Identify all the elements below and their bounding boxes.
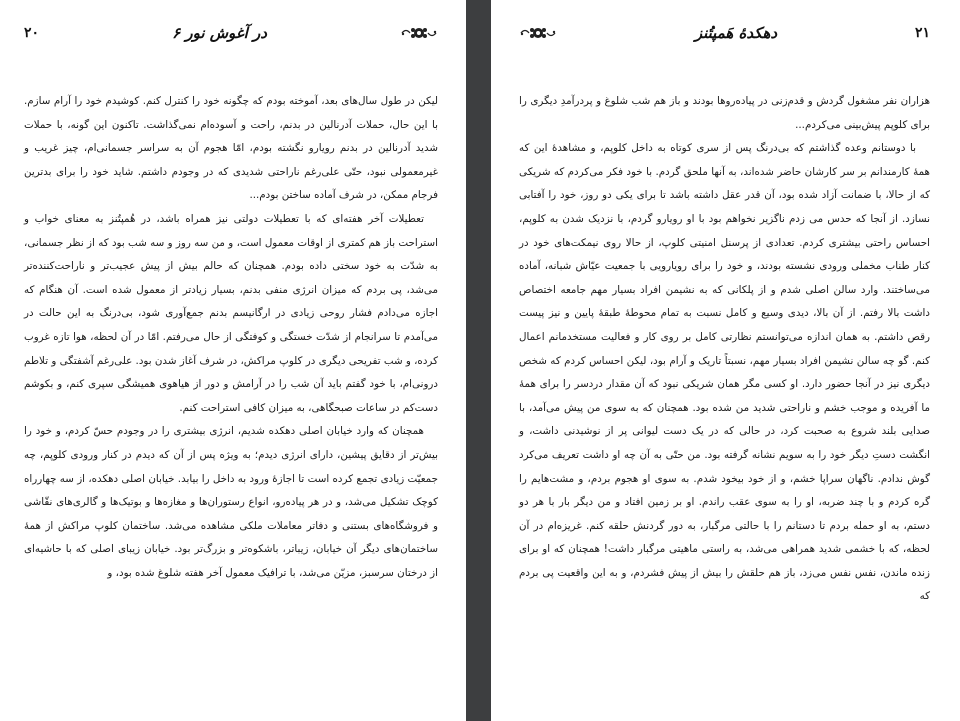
left-page-body (24, 90, 438, 585)
right-page-body (519, 90, 930, 609)
running-title: دهکدهٔ هَمپتُنز (694, 24, 778, 42)
running-title: در آغوش نور ۶ (172, 24, 267, 42)
ornament-icon (400, 26, 438, 40)
page-number: ۲۰ (24, 25, 40, 41)
page-number: ۲۱ (914, 25, 930, 41)
right-page-header (519, 18, 930, 48)
paragraph: هزاران نفر مشغول گردش و قدم‌زنی در پیاده‌روها بودند و باز هم شب شلوغ و پردرآمدِ دیگری را برای کلوپم پیش‌بینی می‌کردم... (519, 95, 930, 131)
book-gutter (466, 0, 491, 721)
right-page (491, 0, 960, 721)
paragraph: همچنان که وارد خیابان اصلی دهکده شدیم، انرژی بیشتری را در وجودم حسّ کردم، و خود را بیش‌تر از دقایق پیشین، دارای انرژی دیدم؛ به ویژه پس از آن که دیدم در کنار ورودی کلوپم، چه جمعیّت زیادی تجمع کرده است تا اجازهٔ ورود به داخل را بیابد. خیابان اصلی دهکده، از سه چهارراه کوچک تشکیل می‌شد، و در هر پیاده‌رو، انواع رستوران‌ها و مغازه‌ها و بوتیک‌ها و گالری‌های نقّاشی و فروشگاه‌های بستنی و دفاتر معاملات ملکی مشاهده می‌شد. ساختمان کلوپ مراکش از همهٔ ساختمان‌های دیگر آن خیابان، زیباتر، باشکوه‌تر و بزرگ‌تر بود. خیابان زیبای اصلی که با حاشیه‌ای از درختان سرسبز، مزیّن می‌شد، با ترافیک معمول آخر هفته شلوغ شده بود، و (24, 425, 438, 579)
ornament-icon (519, 26, 557, 40)
left-page (0, 0, 466, 721)
paragraph: با دوستانم وعده گذاشتم که بی‌درنگ پس از سری کوتاه به داخل کلوپم، و مشاهدهٔ این که همهٔ کارمندانم بر سر کارشان حاضر شده‌اند، به آنها ملحق گردم. با خود فکر می‌کردم که شریکی که از حالا، با ضمانت آزاد شده بود، آن قدر عقل داشته باشد تا برای یکی دو روز، خود را آفتابی نسازد. از آنجا که حدس می زدم ناگزیر نخواهم بود با او رویارو گردم، با نزدیک شدن به کلوپم، احساس راحتی بیشتری کردم. تعدادی از پرسنل امنیتی کلوپ، از حالا روی نیمکت‌های خود در کنار طناب مخملی ورودی نشسته بودند، و خود را برای رویارویی با جمعیت عیّاش شبانه، آماده می‌ساختند. وارد سالن اصلی شدم و از پلکانی که به نشیمن افراد بسیار مهم جامعه اختصاص داشت بالا رفتم. از آن بالا، دیدی وسیع و کامل نسبت به تمام محوطهٔ طبقهٔ پایین و نیز پیست رقص داشتم. به همان اندازه می‌توانستم نظارتی کامل بر روی کار و فعالیت مستخدمانم اعمال کنم. گو چه سالن نشیمن افراد بسیار مهم، نسبتاً تاریک و آرام بود، لیکن احساس کردم که شخص دیگری نیز در آنجا حضور دارد. او کسی مگر همان شریکی نبود که آن مقدار دردسر را برای همهٔ ما آفریده و موجب خشم و ناراحتی شدید من شده بود. همچنان که به سوی من پیش می‌آمد، با صدایی بلند شروع به صحبت کرد، در حالی که در یک دست لیوانی پر از نوشیدنی داشت، و انگشت دستِ دیگر خود را به سویم نشانه گرفته بود. من حتّی به آن چه او داشت تعریف می‌کرد گوش ندادم. ناگهان سراپا خشم، و از خود بیخود شدم. به سوی او هجوم بردم، و مشت‌هایم را گره کردم و با چند ضربه، او را به سوی عقب راندم. او بر زمین افتاد و من دیگر بار با هر دو دستم، به او حمله بردم تا دستانم را با حالتی مرگبار، به دور گردنش حلقه کنم. غریزه‌ام در آن لحظه، که با خشمی شدید همراهی می‌شد، به راستی ماهیتی مرگبار داشت! همچنان که او برای زنده ماندن، نفس نفس می‌زد، باز هم حلقش را بیش از پیش فشردم، و به این واقعیت پی بردم که (519, 142, 930, 603)
paragraph: تعطیلات آخر هفته‌ای که با تعطیلات دولتی نیز همراه باشد، در هُمپتُنز به معنای خواب و استراحت باز هم کمتری از اوقات معمول است، و من سه روز و سه شب بود که از نظر جسمانی، به شدّت به خود سختی داده بودم. همچنان که حالم بیش از پیش عجیب‌تر و ناراحت‌کننده‌تر می‌شد، پی بردم که میزان انرژی منفی بدنم، بسیار زیادتر از معمول شده است. آن هنگام که اجازه می‌دادم فشار روحی زیادی در ارگانیسم بدنم جمع‌آوری شود، بی‌درنگ به این حالت در می‌آمدم تا سرانجام از شدّت خستگی و کوفتگی از حال می‌رفتم. امّا در آن لحظه، هوا تازه غروب کرده، و شب تفریحی دیگری در کلوپ مراکش، در شرف آغاز شدن بود. علی‌رغم آشفتگی و تلاطم درونی‌ام، با خود گفتم باید آن شب را در آرامش و دور از هیاهوی همیشگی سپری کنم، و بکوشم دست‌کم در ساعات صبحگاهی، به میزان کافی استراحت کنم. (24, 212, 438, 414)
paragraph: لیکن در طول سال‌های بعد، آموخته بودم که چگونه خود را کنترل کنم. کوشیدم خود را آرام سازم. با این حال، حملات آدرنالین در بدنم، راحت و آسوده‌ام نمی‌گذاشت. تاکنون این گونه، با حملات شدید آدرنالین در بدنم رویارو نگشته بودم، امّا هجوم آن به سراسر جسمانی‌ام، چیز غریب و غیرمعمولی نبود، حتّی علی‌رغم ناراحتی شدیدی که در وجودم داشتم. شاید خود را برای بدترین فرجام ممکن، در شرف آماده ساختن بودم... (24, 95, 438, 202)
left-page-header (24, 18, 438, 48)
